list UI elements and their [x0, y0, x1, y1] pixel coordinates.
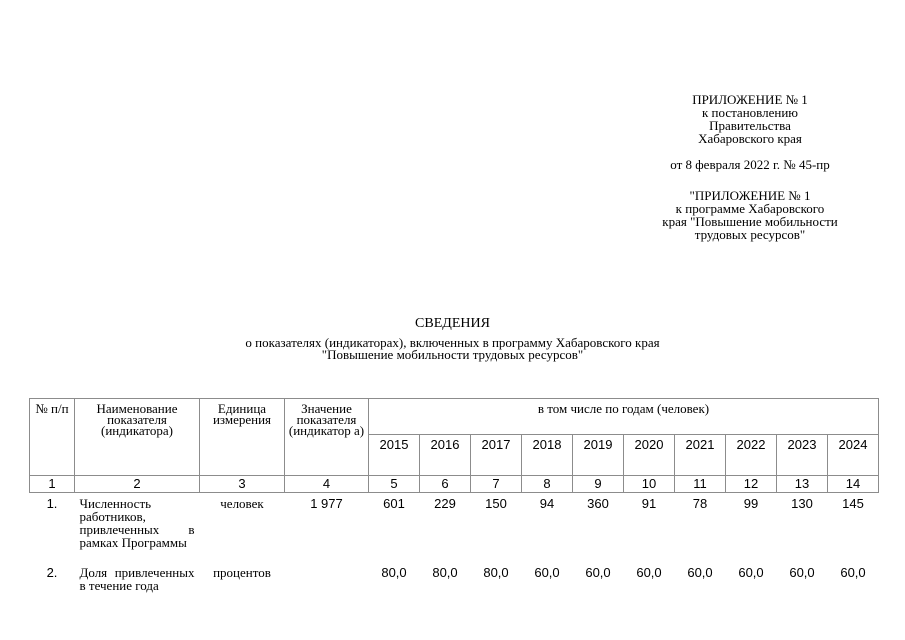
column-number: 9: [573, 476, 624, 493]
row-year-value: 80,0: [381, 565, 407, 580]
column-number: 14: [828, 476, 879, 493]
row-year-value: 130: [791, 496, 813, 511]
document-title: СВЕДЕНИЯ: [415, 316, 490, 331]
document-subtitle: [0, 337, 905, 361]
row-name: Численность работников, привлеченных в рамках Программы: [79, 496, 195, 550]
row-year-value: 91: [641, 496, 657, 511]
header-year: 2017: [471, 435, 522, 476]
column-number: 12: [726, 476, 777, 493]
approval-block-program: [620, 189, 880, 241]
approval-line: к постановлению: [701, 105, 799, 120]
header-year: 2016: [420, 435, 471, 476]
approval-line: трудовых ресурсов": [694, 227, 806, 242]
approval-line: к программе Хабаровского: [675, 201, 825, 216]
row-value: 1 977: [310, 496, 343, 511]
subtitle-line: о показателях (индикаторах), включенных в программу Хабаровского края: [245, 335, 660, 350]
header-year: 2019: [573, 435, 624, 476]
row-year-value: 99: [743, 496, 759, 511]
approval-line: "ПРИЛОЖЕНИЕ № 1: [689, 188, 811, 203]
row-year-value: 60,0: [789, 565, 815, 580]
header-year: 2020: [624, 435, 675, 476]
subtitle-line: "Повышение мобильности трудовых ресурсов": [321, 347, 584, 362]
column-number: 13: [777, 476, 828, 493]
row-year-value: 601: [383, 496, 405, 511]
column-number: 5: [369, 476, 420, 493]
header-name: Наименование показателя (индикатора): [75, 399, 200, 476]
row-year-value: 80,0: [432, 565, 458, 580]
row-year-value: 229: [434, 496, 456, 511]
row-year-value: 60,0: [687, 565, 713, 580]
indicators-table: [29, 398, 879, 606]
header-unit: Единица измерения: [200, 399, 285, 476]
row-unit: процентов: [213, 565, 271, 580]
row-value: [285, 562, 369, 606]
row-year-value: 360: [587, 496, 609, 511]
header-year: 2024: [828, 435, 879, 476]
row-num: 2.: [46, 565, 58, 580]
header-year: 2015: [369, 435, 420, 476]
row-year-value: 60,0: [636, 565, 662, 580]
row-num: 1.: [46, 496, 58, 511]
row-year-value: 145: [842, 496, 864, 511]
column-number: 3: [200, 476, 285, 493]
row-year-value: 78: [692, 496, 708, 511]
column-number-row: [30, 476, 879, 493]
column-number: 7: [471, 476, 522, 493]
header-year: 2023: [777, 435, 828, 476]
row-year-value: 94: [539, 496, 555, 511]
row-year-value: 60,0: [534, 565, 560, 580]
column-number: 8: [522, 476, 573, 493]
approval-line: ПРИЛОЖЕНИЕ № 1: [692, 92, 808, 107]
approval-line: края "Повышение мобильности: [662, 214, 838, 229]
table-row: [30, 493, 879, 563]
column-number: 11: [675, 476, 726, 493]
row-year-value: 80,0: [483, 565, 509, 580]
row-unit: человек: [220, 496, 264, 511]
header-years-group: в том числе по годам (человек): [369, 399, 879, 435]
column-number: 1: [30, 476, 75, 493]
header-year: 2022: [726, 435, 777, 476]
approval-date: от 8 февраля 2022 г. № 45-пр: [670, 157, 830, 172]
header-num: № п/п: [30, 399, 75, 476]
header-value: Значение показателя (индикатор а): [285, 399, 369, 476]
header-year: 2021: [675, 435, 726, 476]
row-name: Доля привлеченных в течение года: [79, 565, 195, 593]
approval-block-decree: [620, 93, 880, 145]
column-number: 2: [75, 476, 200, 493]
column-number: 6: [420, 476, 471, 493]
row-year-value: 150: [485, 496, 507, 511]
approval-line: Хабаровского края: [698, 131, 802, 146]
row-year-value: 60,0: [585, 565, 611, 580]
column-number: 4: [285, 476, 369, 493]
header-year: 2018: [522, 435, 573, 476]
row-year-value: 60,0: [738, 565, 764, 580]
approval-line: Правительства: [709, 118, 791, 133]
row-year-value: 60,0: [840, 565, 866, 580]
column-number: 10: [624, 476, 675, 493]
table-row: [30, 562, 879, 606]
